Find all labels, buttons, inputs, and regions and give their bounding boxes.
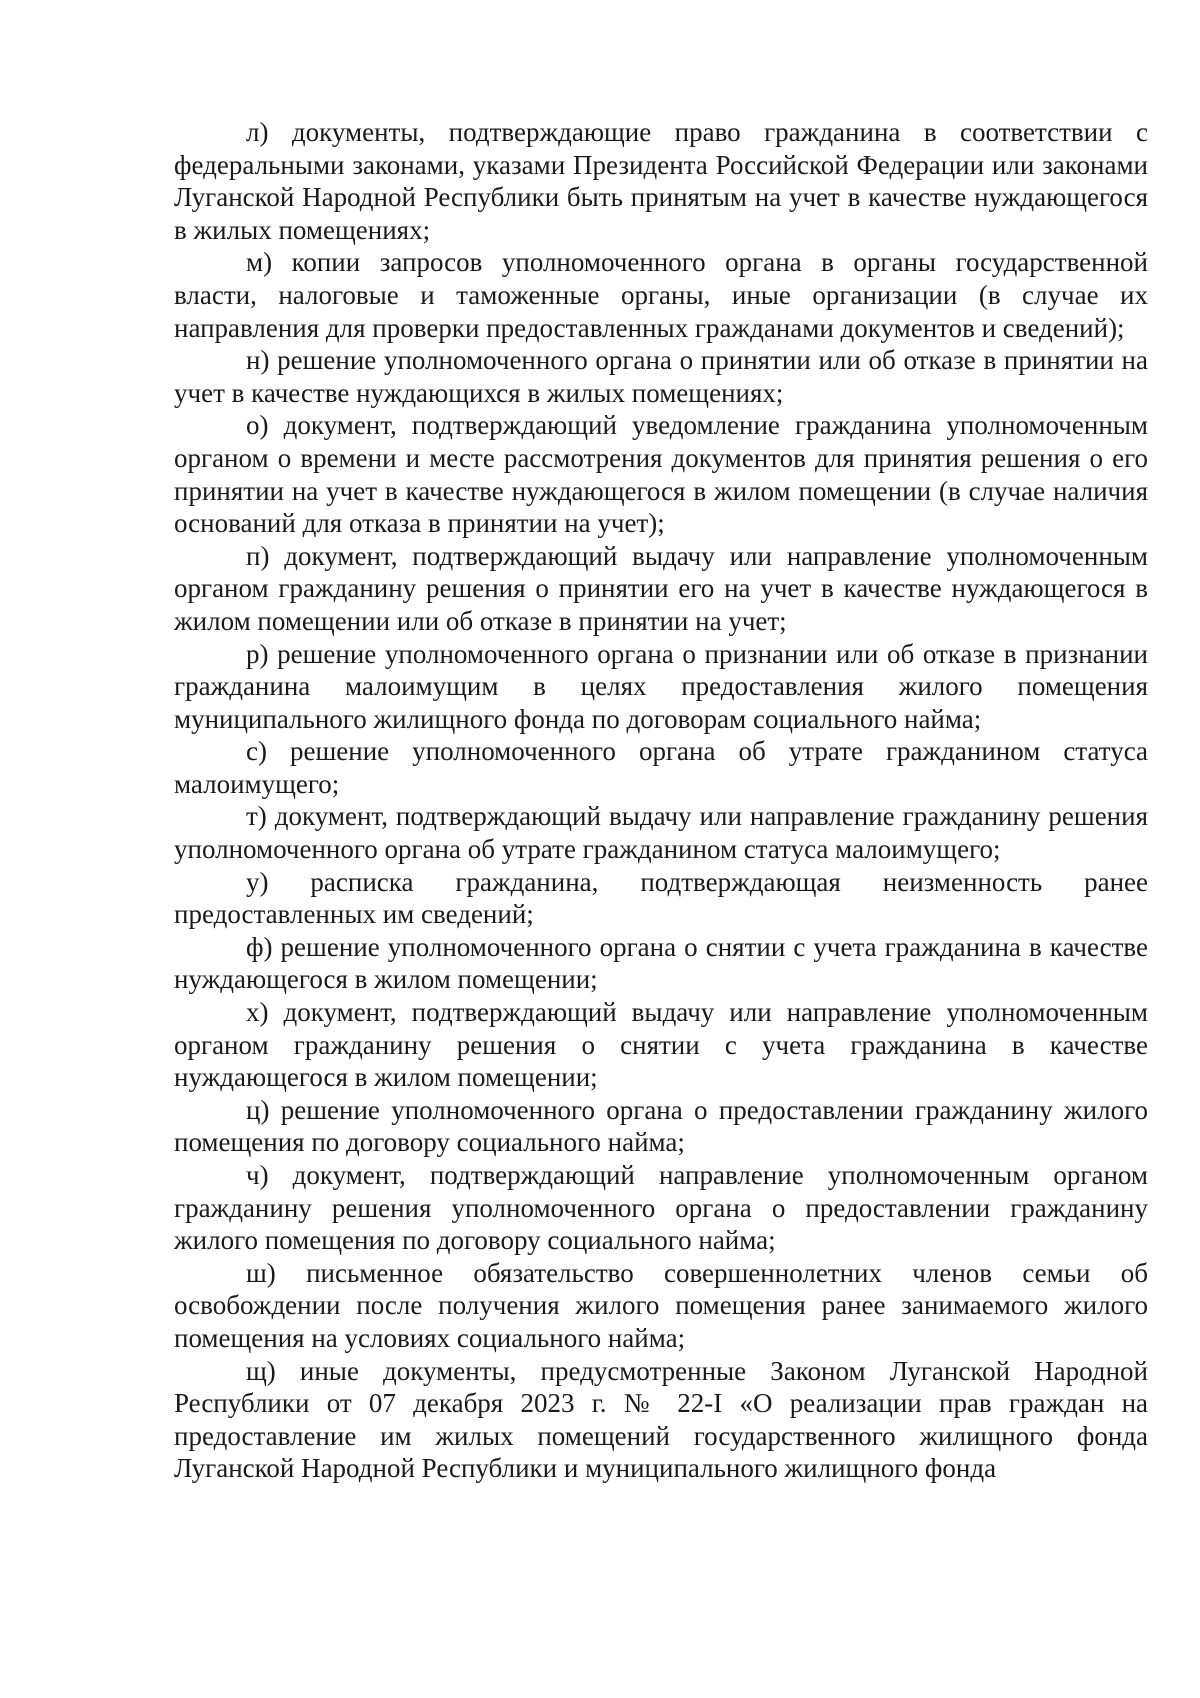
list-item-h: х) документ, подтверждающий выдачу или направление уполномоченным органом гражданину решения о снятии с учета гражданина в качестве нуждающегося в жилом помещении; [174, 997, 1148, 1093]
list-item-t: т) документ, подтверждающий выдачу или направление гражданину решения уполномоченного органа об утрате гражданином статуса малоимущего; [174, 801, 1148, 865]
document-body [174, 116, 1148, 1485]
list-item-p: п) документ, подтверждающий выдачу или направление уполномоченным органом гражданину решения о принятии его на учет в качестве нуждающегося в жилом помещении или об отказе в принятии на учет; [174, 540, 1148, 636]
list-item-m: м) копии запросов уполномоченного органа в органы государственной власти, налоговые и таможенные органы, иные организации (в случае их направления для проверки предоставленных гражданами документов и сведений); [174, 247, 1148, 343]
list-item-n: н) решение уполномоченного органа о принятии или об отказе в принятии на учет в качестве нуждающихся в жилых помещениях; [174, 345, 1148, 408]
list-item-o: о) документ, подтверждающий уведомление гражданина уполномоченным органом о времени и месте рассмотрения документов для принятия решения о его принятии на учет в качестве нуждающегося в жилом помещении (в случае наличия оснований для отказа в принятии на учет); [174, 410, 1148, 539]
list-item-r: р) решение уполномоченного органа о признании или об отказе в признании гражданина малоимущим в целях предоставления жилого помещения муниципального жилищного фонда по договорам социального найма; [174, 638, 1148, 734]
list-item-u: у) расписка гражданина, подтверждающая неизменность ранее предоставленных им сведений; [174, 866, 1148, 930]
list-item-ts: ц) решение уполномоченного органа о предоставлении гражданину жилого помещения по договору социального найма; [174, 1094, 1148, 1158]
list-item-l: л) документы, подтверждающие право гражданина в соответствии с федеральными законами, указами Президента Российской Федерации или законами Луганской Народной Республики быть принятым на учет в качестве нуждающегося в жилых помещениях; [174, 117, 1148, 245]
list-item-f: ф) решение уполномоченного органа о снятии с учета гражданина в качестве нуждающегося в жилом помещении; [174, 931, 1148, 995]
list-item-s: с) решение уполномоченного органа об утрате гражданином статуса малоимущего; [174, 736, 1148, 799]
list-item-sh: ш) письменное обязательство совершеннолетних членов семьи об освобождении после получения жилого помещения ранее занимаемого жилого помещения на условиях социального найма; [174, 1257, 1148, 1353]
list-item-ch: ч) документ, подтверждающий направление уполномоченным органом гражданину решения уполномоченного органа о предоставлении гражданину жилого помещения по договору социального найма; [174, 1160, 1148, 1256]
list-item-shch: щ) иные документы, предусмотренные Законом Луганской Народной Республики от 07 декабря 2023 г. № 22-I «О реализации прав граждан на предоставление им жилых помещений государственного жилищного фонда Луганской Народной Республики и муниципального жилищного фонда [174, 1355, 1148, 1484]
